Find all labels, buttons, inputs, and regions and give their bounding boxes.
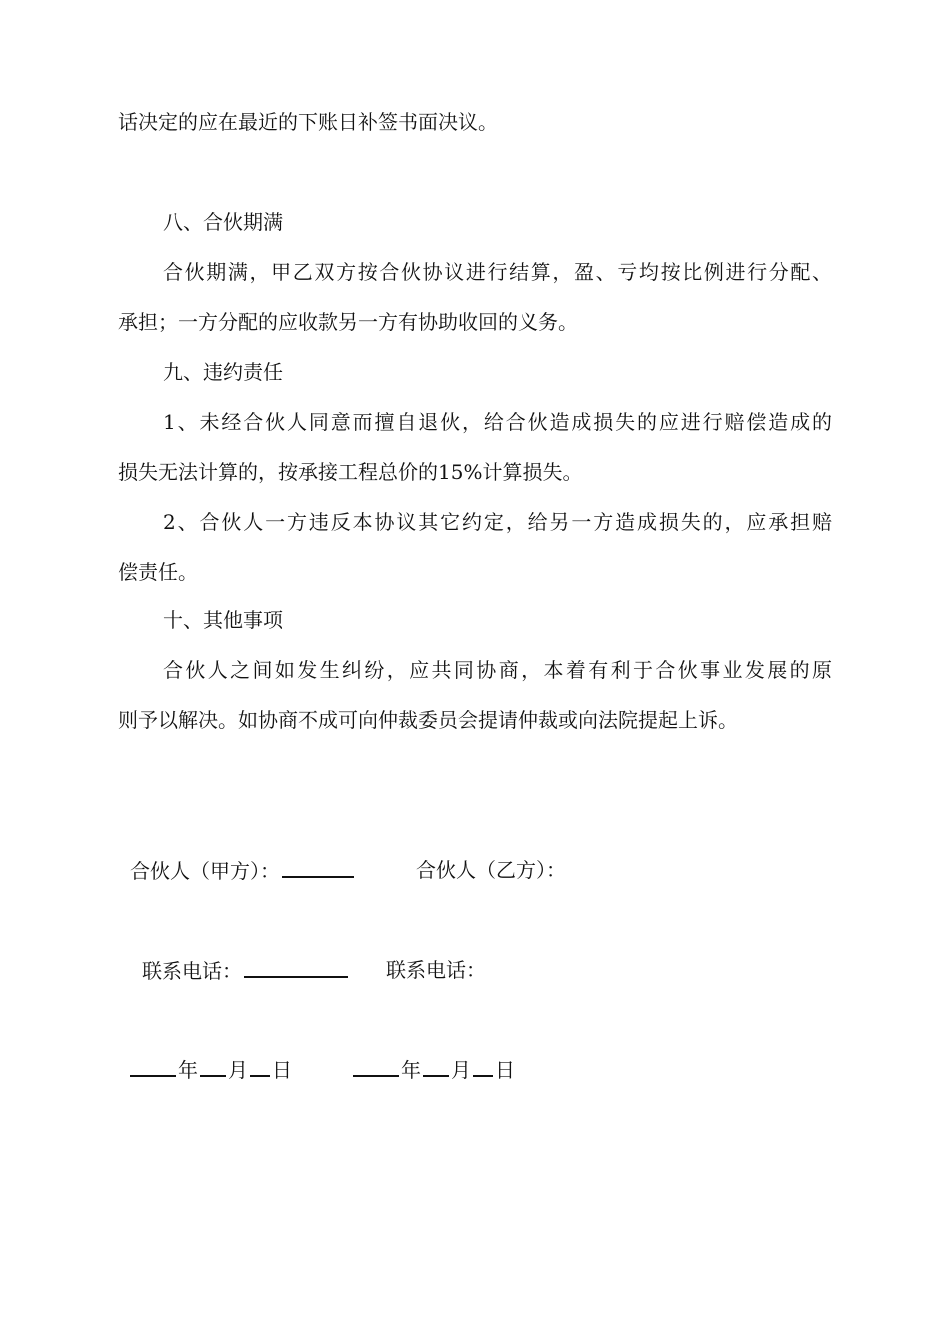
- party-b-signature: [416, 856, 566, 884]
- paragraph-continuation: 话决定的应在最近的下账日补签书面决议。: [118, 110, 498, 134]
- phone-label-b: 联系电话：: [386, 958, 486, 982]
- year-blank: [130, 1055, 176, 1077]
- section-9-item-1-line-1: 1、未经合伙人同意而擅自退伙，给合伙造成损失的应进行赔偿造成的: [163, 410, 832, 434]
- party-a-label: 合伙人（甲方）：: [130, 859, 280, 883]
- party-a-phone-blank: [244, 956, 348, 978]
- section-9-item-2-line-1: 2、合伙人一方违反本协议其它约定，给另一方造成损失的，应承担赔: [163, 510, 832, 534]
- month-label: 月: [451, 1058, 471, 1082]
- party-a-date: [130, 1055, 292, 1084]
- section-10-text-line-2: 则予以解决。如协商不成可向仲裁委员会提请仲裁或向法院提起上诉。: [118, 708, 738, 732]
- day-label: 日: [495, 1058, 515, 1082]
- party-a-signature-blank: [282, 856, 354, 878]
- day-blank: [250, 1055, 270, 1077]
- section-8-heading: 八、合伙期满: [163, 210, 283, 234]
- section-10-heading: 十、其他事项: [163, 608, 283, 632]
- section-8-text-line-1: 合伙期满，甲乙双方按合伙协议进行结算，盈、亏均按比例进行分配、: [163, 260, 832, 284]
- month-blank: [423, 1055, 449, 1077]
- party-b-label: 合伙人（乙方）：: [416, 858, 566, 882]
- year-label: 年: [178, 1058, 198, 1082]
- section-9-item-1-line-2: 损失无法计算的，按承接工程总价的15%计算损失。: [118, 460, 583, 484]
- section-8-text-line-2: 承担；一方分配的应收款另一方有协助收回的义务。: [118, 310, 578, 334]
- section-9-item-2-line-2: 偿责任。: [118, 560, 198, 584]
- year-blank: [353, 1055, 399, 1077]
- day-blank: [473, 1055, 493, 1077]
- month-label: 月: [228, 1058, 248, 1082]
- section-9-heading: 九、违约责任: [163, 360, 283, 384]
- party-b-date: [353, 1055, 515, 1084]
- year-label: 年: [401, 1058, 421, 1082]
- month-blank: [200, 1055, 226, 1077]
- party-b-phone: [386, 956, 486, 984]
- party-a-phone: [142, 956, 350, 985]
- phone-label-a: 联系电话：: [142, 959, 242, 983]
- day-label: 日: [272, 1058, 292, 1082]
- section-10-text-line-1: 合伙人之间如发生纠纷，应共同协商，本着有利于合伙事业发展的原: [163, 658, 832, 682]
- party-a-signature: [130, 856, 356, 885]
